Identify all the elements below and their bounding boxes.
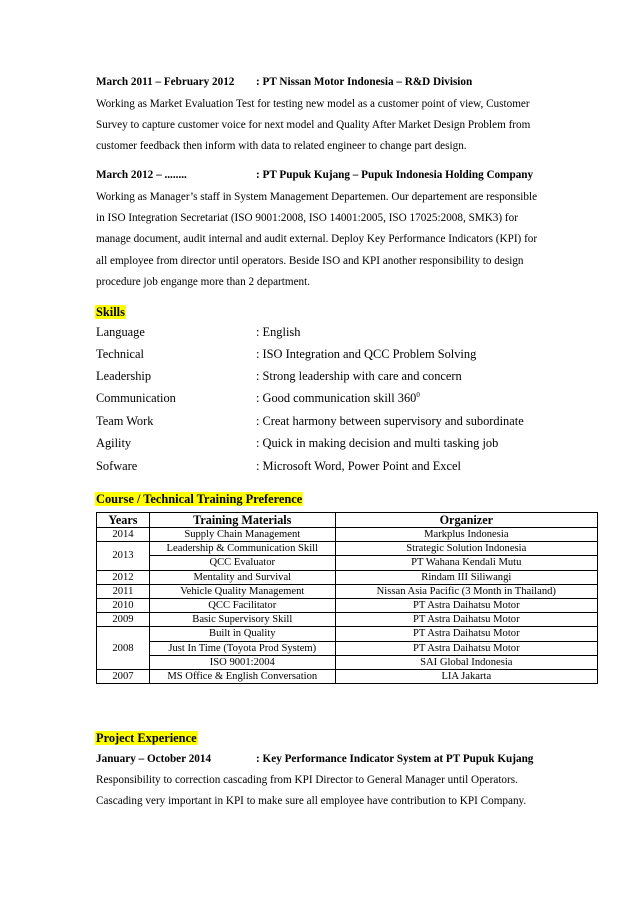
project-heading: Project Experience xyxy=(96,731,197,745)
col-header-organizer: Organizer xyxy=(335,513,597,528)
material-cell: QCC Facilitator xyxy=(149,598,335,612)
material-cell: Just In Time (Toyota Prod System) xyxy=(149,641,335,655)
material-cell: Supply Chain Management xyxy=(149,528,335,542)
organizer-cell: Nissan Asia Pacific (3 Month in Thailand) xyxy=(335,584,597,598)
table-row xyxy=(97,556,598,570)
organizer-cell: LIA Jakarta xyxy=(335,669,597,683)
table-row xyxy=(97,570,598,584)
material-cell: Built in Quality xyxy=(149,627,335,641)
skills-heading: Skills xyxy=(96,305,125,319)
col-header-years: Years xyxy=(97,513,150,528)
project-description xyxy=(96,770,598,812)
material-cell: Vehicle Quality Management xyxy=(149,584,335,598)
job-2-period: March 2012 – ........ xyxy=(96,169,187,181)
material-cell: Basic Supervisory Skill xyxy=(149,613,335,627)
table-row xyxy=(97,641,598,655)
table-row xyxy=(97,598,598,612)
table-row xyxy=(97,584,598,598)
job-1-description xyxy=(96,94,598,158)
project-title: : Key Performance Indicator System at PT Pupuk Kujang xyxy=(256,753,534,765)
organizer-cell: PT Astra Daihatsu Motor xyxy=(335,641,597,655)
organizer-cell: SAI Global Indonesia xyxy=(335,655,597,669)
year-cell: 2011 xyxy=(97,584,150,598)
project-line: Cascading very important in KPI to make sure all employee have contribution to KPI Company. xyxy=(96,795,527,808)
year-cell: 2012 xyxy=(97,570,150,584)
table-row xyxy=(97,627,598,641)
organizer-cell: PT Wahana Kendali Mutu xyxy=(335,556,597,570)
job-2-line: procedure job engange more than 2 department. xyxy=(96,275,311,288)
resume-page: March 2011 – February 2012 : PT Nissan Motor Indonesia – R&D Division Working as Market Evaluation Test for testing new model as a customer point of view, Customer Survey to capture customer voice for next model and Quality After Market Design Problem from customer feedback then inform with data to related engineer to change part design. March 2012 – ........ : PT Pupuk Kujang – Pupuk Indonesia Holding Company Working as Manager’s staff in System Management Departemen. Our departement are responsible in ISO Integration Secretariat (ISO 9001:2008, ISO 14001:2005, ISO 17025:2008, SMK3) for manage document, audit internal and audit external. Deploy Key Performance Indicators (KPI) for all employee from director until operators. Beside ISO and KPI another responsibility to design procedure job engange more than 2 department. Skills Language : English Technical : ISO Integration and QCC Problem Solving Leadership : Strong leadership with care and concern Communication : Good communication skill $360^0$ Team Work : Creat harmony between supervisory and subordinate Agility : Quick in making decision and multi tasking job Sofware : Microsoft Word, Power Point and Excel Course / Technical Training Preference Years Training Materials Organizer 2014 Supply Chain Management Markplus Indonesia 2013 Leadership & Communication Skill Strategic Solution Indonesia QCC Evaluator PT Wahana Kendali Mutu 2012 Mentality and Survival Rindam III Siliwangi 2011 Vehicle Quality Management Nissan Asia Pacific (3 Month in Thailand) 2010 QCC Facilitator PT Astra Daihatsu Motor 2009 Basic Supervisory Skill PT Astra Daihatsu Motor 2008 Built in Quality PT Astra Daihatsu Motor Just In Time (Toyota Prod System) PT Astra Daihatsu Motor ISO 9001:2004 SAI Global Indonesia 2007 MS Office & English Conversation LIA Jakarta Project Experience January – October 2014 : Key Performance Indicator System at PT Pupuk Kujang Responsibility to correction cascading from KPI Director to General Manager until Operators. Cascading very important in KPI to make sure all employee have contribution to KPI Company. xyxy=(0,0,638,903)
organizer-cell: PT Astra Daihatsu Motor xyxy=(335,627,597,641)
job-2-line: manage document, audit internal and audit external. Deploy Key Performance Indicators (KPI) for xyxy=(96,233,538,246)
training-table-header xyxy=(97,513,598,528)
year-cell: 2014 xyxy=(97,528,150,542)
material-cell: Leadership & Communication Skill xyxy=(149,542,335,556)
training-heading: Course / Technical Training Preference xyxy=(96,492,303,506)
year-cell: 2009 xyxy=(97,613,150,627)
project-header xyxy=(96,753,533,765)
job-1-line: Survey to capture customer voice for next model and Quality After Market Design Problem from xyxy=(96,119,531,132)
col-header-training-materials: Training Materials xyxy=(149,513,335,528)
organizer-cell: Rindam III Siliwangi xyxy=(335,570,597,584)
year-cell: 2007 xyxy=(97,669,150,683)
job-1-period: March 2011 – February 2012 xyxy=(96,76,235,88)
job-2-line: Working as Manager’s staff in System Management Departemen. Our departement are responsible xyxy=(96,191,538,203)
job-1-line: Working as Market Evaluation Test for testing new model as a customer point of view, Customer xyxy=(96,98,530,110)
job-1-header xyxy=(96,76,472,88)
project-line: Responsibility to correction cascading from KPI Director to General Manager until Operators. xyxy=(96,774,518,786)
year-cell: 2010 xyxy=(97,598,150,612)
training-table xyxy=(96,512,598,684)
job-2-line: all employee from director until operators. Beside ISO and KPI another responsibility to design xyxy=(96,254,524,267)
table-row xyxy=(97,613,598,627)
organizer-cell: Strategic Solution Indonesia xyxy=(335,542,597,556)
job-2-line: in ISO Integration Secretariat (ISO 9001:2008, ISO 14001:2005, ISO 17025:2008, SMK3) for xyxy=(96,212,518,225)
material-cell: ISO 9001:2004 xyxy=(149,655,335,669)
job-1-line: customer feedback then inform with data to related engineer to change part design. xyxy=(96,140,467,153)
job-2-header xyxy=(96,169,533,181)
job-1-company: : PT Nissan Motor Indonesia – R&D Division xyxy=(256,76,473,88)
material-cell: QCC Evaluator xyxy=(149,556,335,570)
material-cell: MS Office & English Conversation xyxy=(149,669,335,683)
job-2-description xyxy=(96,187,598,293)
table-row xyxy=(97,542,598,556)
year-cell: 2013 xyxy=(97,542,150,570)
table-row xyxy=(97,528,598,542)
table-row xyxy=(97,669,598,683)
organizer-cell: PT Astra Daihatsu Motor xyxy=(335,598,597,612)
year-cell: 2008 xyxy=(97,627,150,670)
job-2-company: : PT Pupuk Kujang – Pupuk Indonesia Holding Company xyxy=(256,169,534,181)
project-period: January – October 2014 xyxy=(96,753,212,765)
material-cell: Mentality and Survival xyxy=(149,570,335,584)
organizer-cell: PT Astra Daihatsu Motor xyxy=(335,613,597,627)
organizer-cell: Markplus Indonesia xyxy=(335,528,597,542)
table-row xyxy=(97,655,598,669)
